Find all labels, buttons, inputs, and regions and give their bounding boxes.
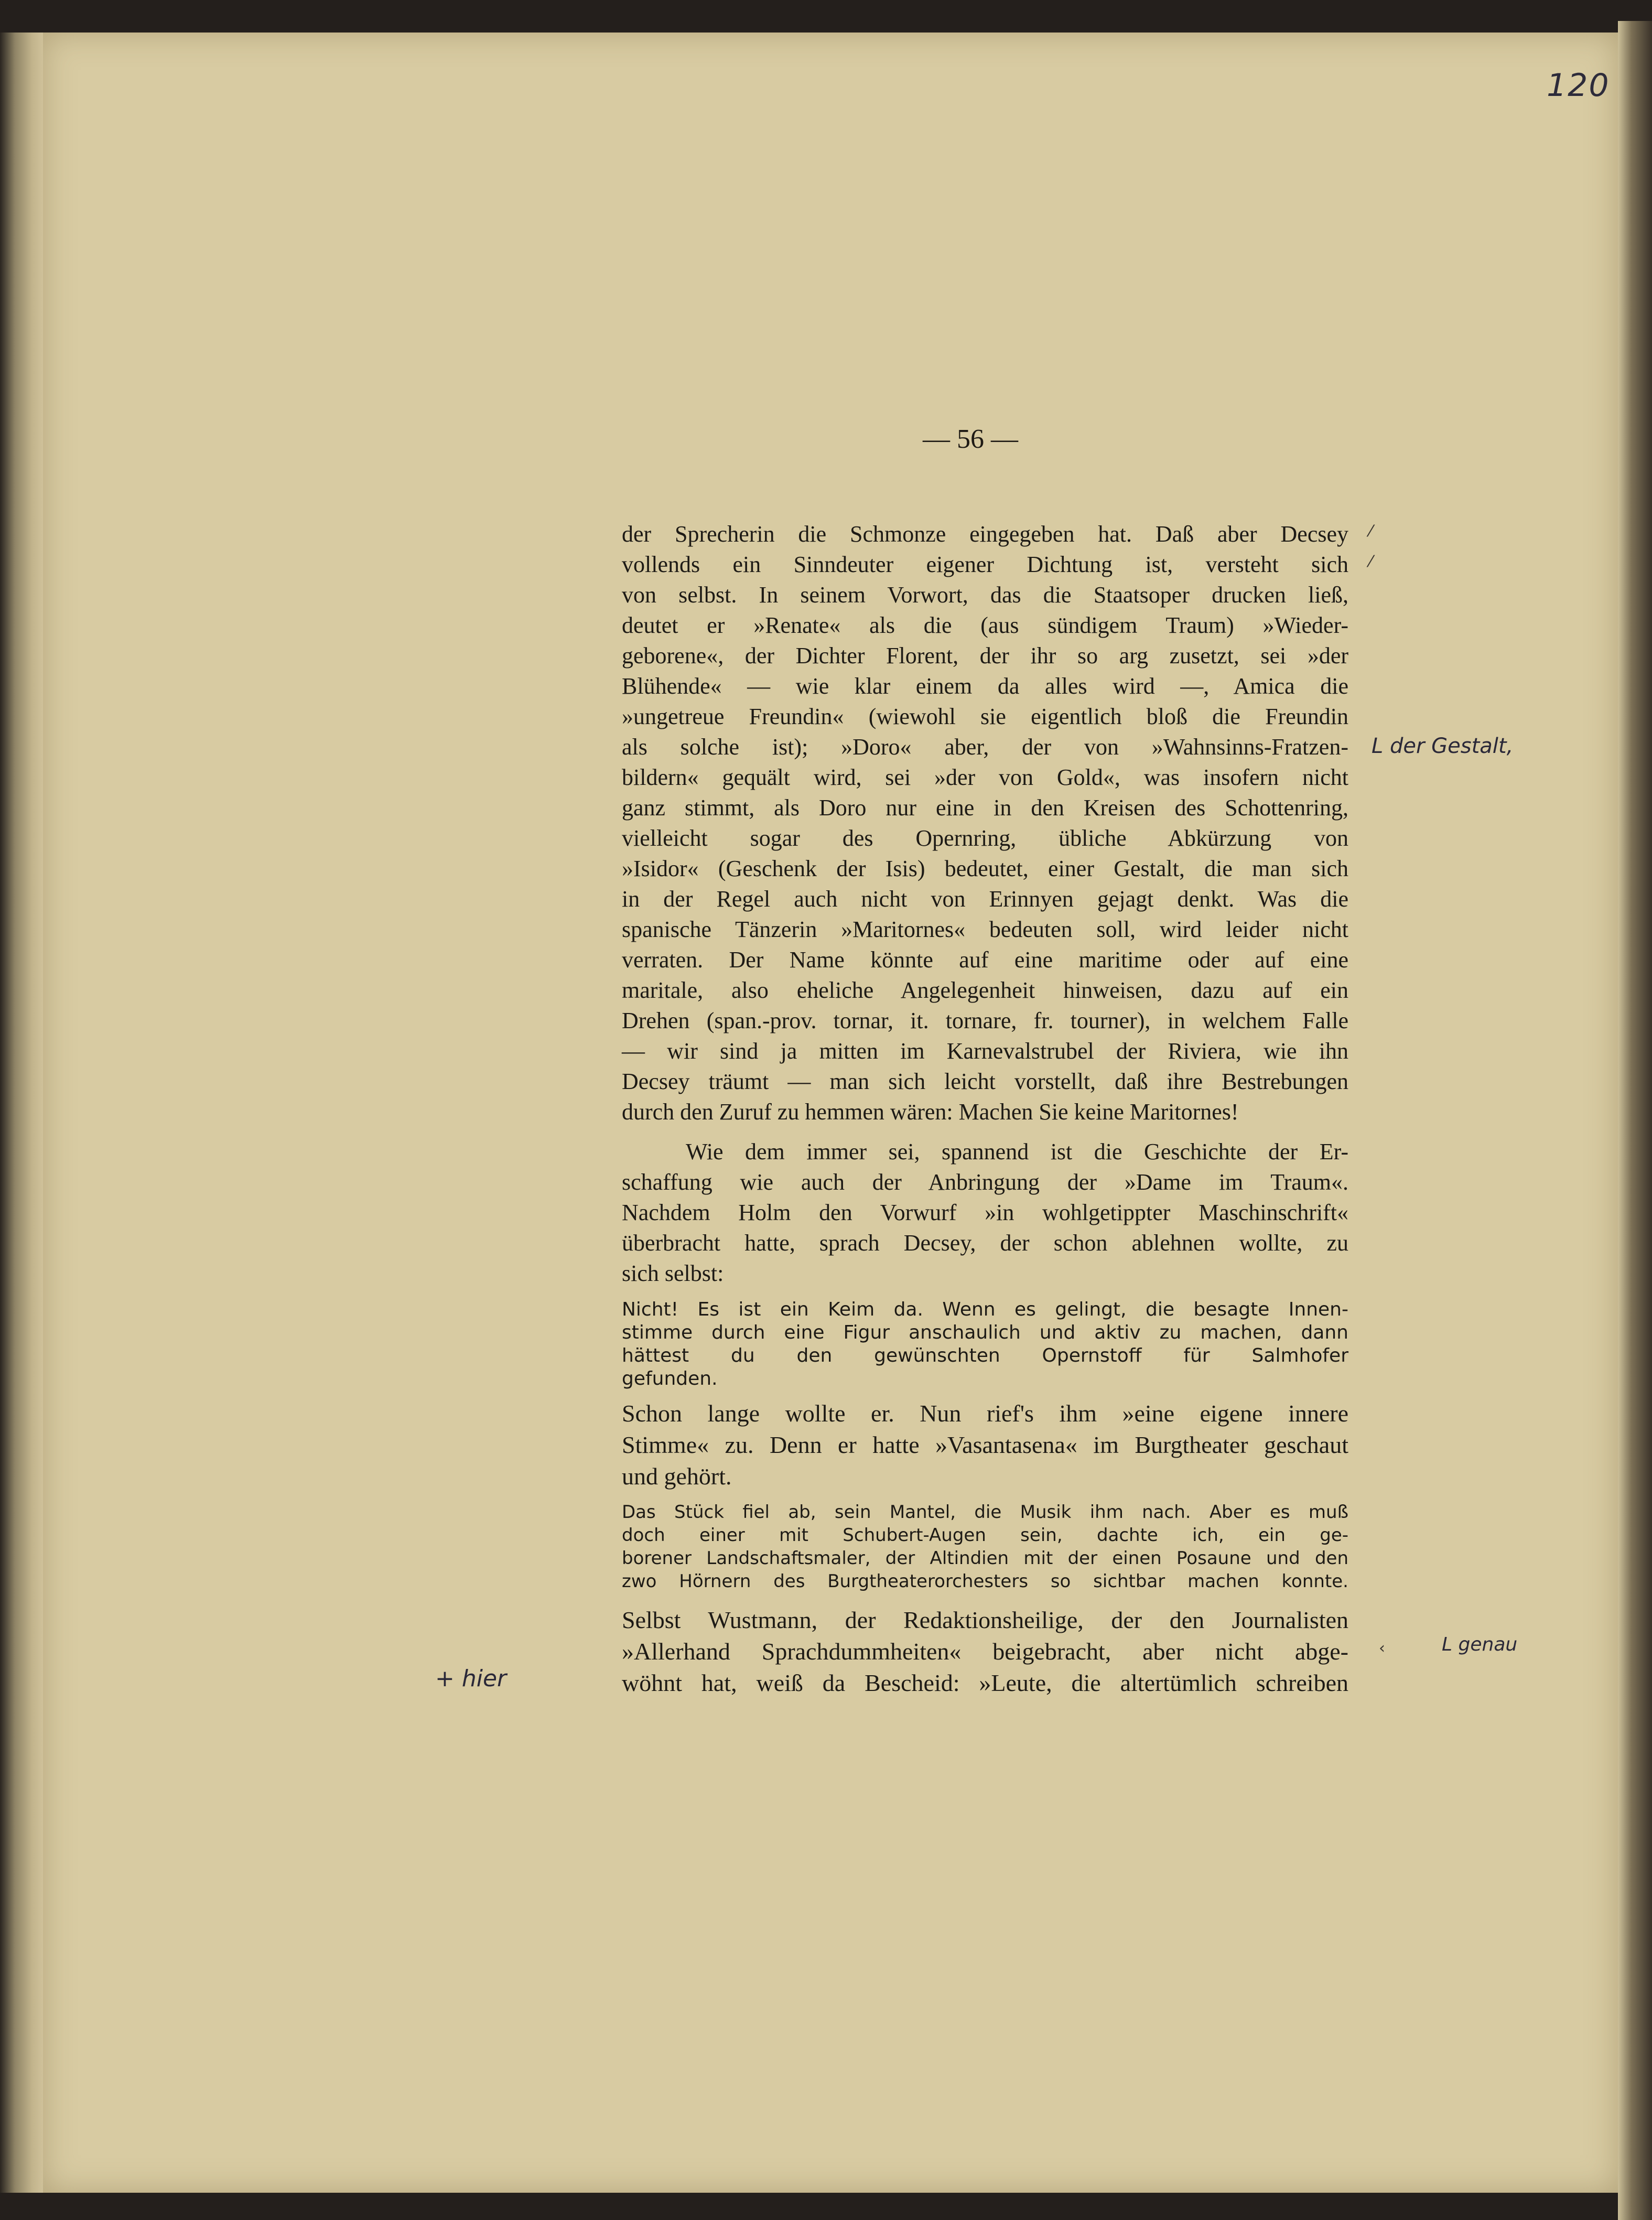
quote-line: Nicht! Es ist ein Keim da. Wenn es gelingt, die besagte Innen-	[622, 1299, 1348, 1320]
text-line: Wie dem immer sei, spannend ist die Geschichte der Er-	[686, 1139, 1348, 1165]
text-line: vollends ein Sinndeuter eigener Dichtung ist, versteht sich	[622, 552, 1348, 577]
text-line: Drehen (span.-prov. tornar, it. tornare, fr. tourner), in welchem Falle	[622, 1008, 1348, 1033]
text-line: deutet er »Renate« als die (aus sündigem Traum) »Wieder-	[622, 612, 1348, 638]
text-line: Selbst Wustmann, der Redaktionsheilige, der den Journalisten	[622, 1607, 1348, 1633]
book-spine	[0, 33, 43, 2193]
text-line: ganz stimmt, als Doro nur eine in den Kreisen des Schottenring,	[622, 795, 1348, 821]
text-line: bildern« gequält wird, sei »der von Gold«, was insofern nicht	[622, 764, 1348, 790]
proof-mark: ⁄	[1369, 522, 1373, 541]
text-line: Nachdem Holm den Vorwurf »in wohlgetippter Maschinschrift«	[622, 1200, 1348, 1225]
quote-line: borener Landschaftsmaler, der Altindien mit der einen Posaune und den	[622, 1548, 1348, 1569]
quote-line: zwo Hörnern des Burgtheaterorchesters so sichtbar machen konnte.	[622, 1571, 1348, 1592]
margin-annotation: L der Gestalt,	[1372, 734, 1514, 758]
text-line: schaffung wie auch der Anbringung der »Dame im Traum«.	[622, 1169, 1348, 1195]
text-line: »Allerhand Sprachdummheiten« beigebracht, aber nicht abge-	[622, 1638, 1348, 1665]
quote-line: hättest du den gewünschten Opernstoff für Salmhofer	[622, 1345, 1348, 1366]
text-line: von selbst. In seinem Vorwort, das die Staatsoper drucken ließ,	[622, 582, 1348, 608]
text-line: und gehört.	[622, 1463, 732, 1490]
quote-line: gefunden.	[622, 1368, 718, 1389]
text-line: Blühende« — wie klar einem da alles wird —, Amica die	[622, 673, 1348, 699]
text-line: Stimme« zu. Denn er hatte »Vasantasena« im Burgtheater geschaut	[622, 1431, 1348, 1458]
text-line: der Sprecherin die Schmonze eingegeben hat. Daß aber Decsey	[622, 521, 1348, 547]
quote-line: stimme durch eine Figur anschaulich und aktiv zu machen, dann	[622, 1322, 1348, 1343]
page-edge	[1618, 21, 1652, 2220]
text-line: »Isidor« (Geschenk der Isis) bedeutet, einer Gestalt, die man sich	[622, 856, 1348, 881]
quote-line: Das Stück fiel ab, sein Mantel, die Musik ihm nach. Aber es muß	[622, 1502, 1348, 1523]
page-number: — 56 —	[923, 424, 1018, 454]
text-line: verraten. Der Name könnte auf eine maritime oder auf eine	[622, 947, 1348, 973]
quote-line: doch einer mit Schubert-Augen sein, dachte ich, ein ge-	[622, 1525, 1348, 1546]
folio-number: 120	[1547, 67, 1610, 104]
proof-mark: ‹	[1379, 1639, 1385, 1657]
text-line: »ungetreue Freundin« (wiewohl sie eigentlich bloß die Freundin	[622, 704, 1348, 729]
text-line: als solche ist); »Doro« aber, der von »Wahnsinns-Fratzen-	[622, 734, 1348, 760]
text-line: spanische Tänzerin »Maritornes« bedeuten soll, wird leider nicht	[622, 917, 1348, 942]
text-line: wöhnt hat, weiß da Bescheid: »Leute, die altertümlich schreiben	[622, 1669, 1348, 1696]
text-line: durch den Zuruf zu hemmen wären: Machen Sie keine Maritornes!	[622, 1099, 1239, 1125]
text-line: Decsey träumt — man sich leicht vorstellt, daß ihre Bestrebungen	[622, 1069, 1348, 1094]
margin-annotation: L genau	[1442, 1634, 1518, 1655]
text-line: in der Regel auch nicht von Erinnyen gejagt denkt. Was die	[622, 886, 1348, 912]
text-line: vielleicht sogar des Opernring, übliche Abkürzung von	[622, 825, 1348, 851]
text-line: überbracht hatte, sprach Decsey, der schon ablehnen wollte, zu	[622, 1230, 1348, 1256]
margin-annotation: + hier	[435, 1665, 507, 1692]
text-line: maritale, also eheliche Angelegenheit hinweisen, dazu auf ein	[622, 977, 1348, 1003]
text-line: geborene«, der Dichter Florent, der ihr so arg zusetzt, sei »der	[622, 643, 1348, 669]
text-line: sich selbst:	[622, 1260, 724, 1286]
text-line: Schon lange wollte er. Nun rief's ihm »eine eigene innere	[622, 1400, 1348, 1427]
text-line: — wir sind ja mitten im Karnevalstrubel der Riviera, wie ihn	[622, 1038, 1348, 1064]
proof-mark: ⁄	[1369, 553, 1373, 571]
